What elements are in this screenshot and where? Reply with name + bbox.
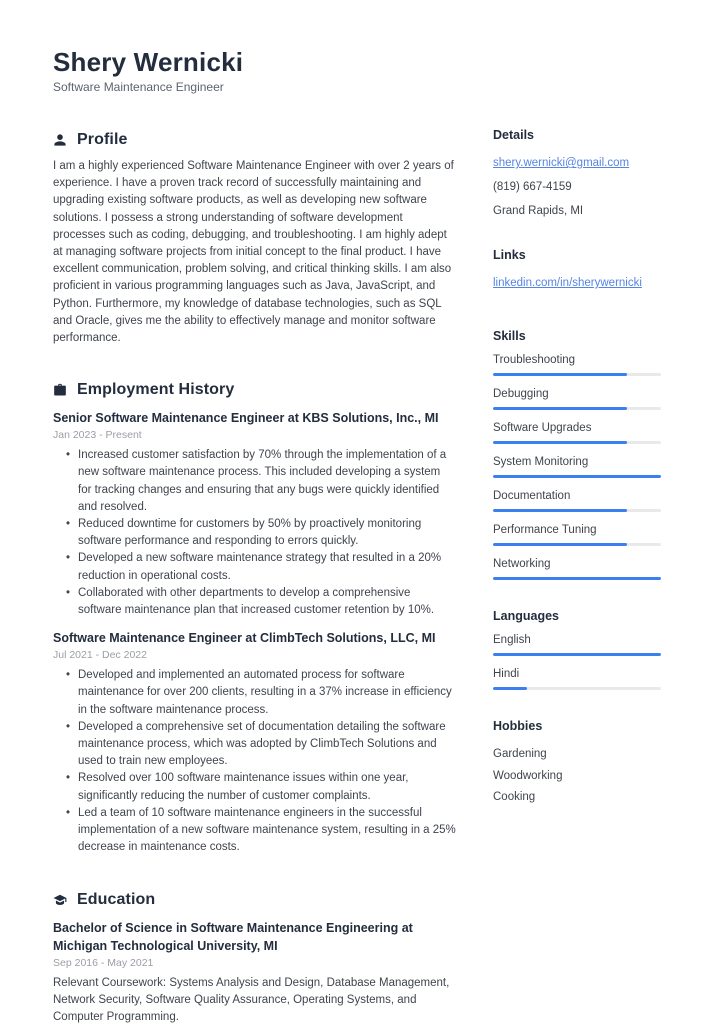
language-label: English — [493, 634, 531, 646]
hobby-item: Gardening — [493, 748, 547, 760]
job-dates: Jul 2021 - Dec 2022 — [53, 649, 147, 662]
skill-meter-fill — [493, 577, 661, 580]
candidate-name: Shery Wernicki — [53, 47, 244, 77]
hobby-item: Woodworking — [493, 769, 563, 782]
location: Grand Rapids, MI — [493, 205, 584, 217]
language-meter-fill — [493, 653, 661, 656]
job-title: Senior Software Maintenance Engineer at KBS Solutions, Inc., MI — [53, 411, 439, 426]
skill-label: Debugging — [493, 388, 549, 400]
profile-section — [53, 131, 456, 347]
person-icon — [53, 133, 67, 147]
skill-label: Troubleshooting — [493, 354, 576, 366]
links-section — [493, 248, 661, 300]
language-meter-fill — [493, 687, 527, 690]
profile-section-header — [53, 131, 456, 149]
job-title: Software Maintenance Engineer at ClimbTech Solutions, LLC, MI — [53, 631, 436, 646]
employment-section-header — [53, 381, 456, 399]
skill-meter-fill — [493, 509, 627, 512]
language-label: Hindi — [493, 668, 520, 680]
briefcase-icon — [53, 383, 67, 397]
sidebar-column — [493, 47, 661, 993]
job-dates: Jan 2023 - Present — [53, 429, 142, 442]
skills-section — [493, 329, 661, 580]
skill-meter-track — [493, 475, 661, 478]
education-section — [53, 891, 456, 1023]
skill-label: Software Upgrades — [493, 422, 592, 434]
job-bullet-list — [53, 667, 456, 856]
language-item — [493, 668, 661, 690]
language-meter-track — [493, 687, 661, 690]
phone-number: (819) 667-4159 — [493, 181, 572, 193]
linkedin-link[interactable]: linkedin.com/in/sherywernicki — [493, 277, 642, 289]
skill-label: Networking — [493, 558, 551, 570]
email-link[interactable]: shery.wernicki@gmail.com — [493, 157, 630, 169]
job-bullet: • Reduced downtime for customers by 50% by proactively monitoring software performance and responding to errors quickly. — [53, 516, 456, 550]
job-entry — [53, 629, 456, 856]
skill-meter-track — [493, 407, 661, 410]
job-bullet: • Led a team of 10 software maintenance engineers in the successful implementation of a new software maintenance system, resulting in a 25% decrease in maintenance costs. — [53, 805, 456, 857]
skill-meter-fill — [493, 373, 627, 376]
education-heading: Education — [77, 890, 156, 908]
skill-item — [493, 524, 661, 546]
profile-text: I am a highly experienced Software Maintenance Engineer with over 2 years of experience. I have a proven track record of successfully maintaining and upgrading existing software products, as well as developing new software solutions. I possess a strong understanding of software development processes such as coding, debugging, and troubleshooting. I am highly adept at managing software projects from initial concept to the final product. I have excellent communication, problem solving, and critical thinking skills. I am also proficient in various programming languages such as Java, JavaScript, and Python. Furthermore, my knowledge of database technologies, such as SQL and Oracle, gives me the ability to effectively manage and monitor software performance. — [53, 160, 454, 345]
languages-section — [493, 609, 661, 690]
skill-item — [493, 456, 661, 478]
employment-section — [53, 381, 456, 856]
job-bullet: • Collaborated with other departments to develop a comprehensive software maintenance plan that increased customer retention by 10%. — [53, 585, 456, 619]
hobbies-heading: Hobbies — [493, 719, 543, 733]
education-dates: Sep 2016 - May 2021 — [53, 956, 154, 969]
main-column — [53, 47, 456, 1023]
skill-item — [493, 558, 661, 580]
resume-header — [53, 47, 456, 94]
candidate-title: Software Maintenance Engineer — [53, 80, 224, 94]
skill-label: Performance Tuning — [493, 524, 597, 536]
job-bullet: • Developed a new software maintenance strategy that resulted in a 20% reduction in operational costs. — [53, 550, 456, 584]
skill-meter-track — [493, 441, 661, 444]
graduation-cap-icon — [53, 893, 67, 907]
skill-meter-track — [493, 373, 661, 376]
details-heading: Details — [493, 128, 534, 142]
education-entry — [53, 919, 456, 1023]
job-bullet: • Resolved over 100 software maintenance issues within one year, significantly reducing the number of customer complaints. — [53, 770, 456, 804]
skill-meter-fill — [493, 407, 627, 410]
language-meter-track — [493, 653, 661, 656]
skill-meter-track — [493, 577, 661, 580]
job-bullet: • Developed a comprehensive set of documentation detailing the software maintenance process, which was adopted by ClimbTech Solutions and used to train new employees. — [53, 719, 456, 771]
job-bullet: • Increased customer satisfaction by 70% through the implementation of a new software maintenance process. This included developing a system for tracking changes and ensuring that any bugs were quickly identified and resolved. — [53, 447, 456, 516]
skill-item — [493, 388, 661, 410]
skill-label: System Monitoring — [493, 456, 589, 468]
languages-heading: Languages — [493, 609, 559, 623]
skill-item — [493, 354, 661, 376]
skill-meter-track — [493, 509, 661, 512]
hobbies-section — [493, 719, 661, 809]
job-bullet: • Developed and implemented an automated process for software maintenance for over 200 clients, resulting in a 37% increase in efficiency in the software maintenance process. — [53, 667, 456, 719]
skill-meter-fill — [493, 441, 627, 444]
links-heading: Links — [493, 248, 526, 262]
skill-label: Documentation — [493, 490, 571, 502]
education-description: Relevant Coursework: Systems Analysis and Design, Database Management, Network Security, Software Quality Assurance, Operating Systems, and Computer Programming. — [53, 976, 450, 1023]
hobby-item: Cooking — [493, 791, 536, 803]
skills-heading: Skills — [493, 329, 526, 343]
job-entry — [53, 409, 456, 619]
job-bullet-list — [53, 447, 456, 619]
skill-meter-fill — [493, 475, 661, 478]
details-section — [493, 128, 661, 219]
employment-heading: Employment History — [77, 381, 235, 399]
education-section-header — [53, 891, 456, 909]
education-degree: Bachelor of Science in Software Maintenance Engineering at Michigan Technological University, MI — [53, 920, 413, 953]
skill-meter-track — [493, 543, 661, 546]
skill-meter-fill — [493, 543, 627, 546]
language-item — [493, 634, 661, 656]
profile-heading: Profile — [77, 131, 128, 148]
skill-item — [493, 422, 661, 444]
skill-item — [493, 490, 661, 512]
